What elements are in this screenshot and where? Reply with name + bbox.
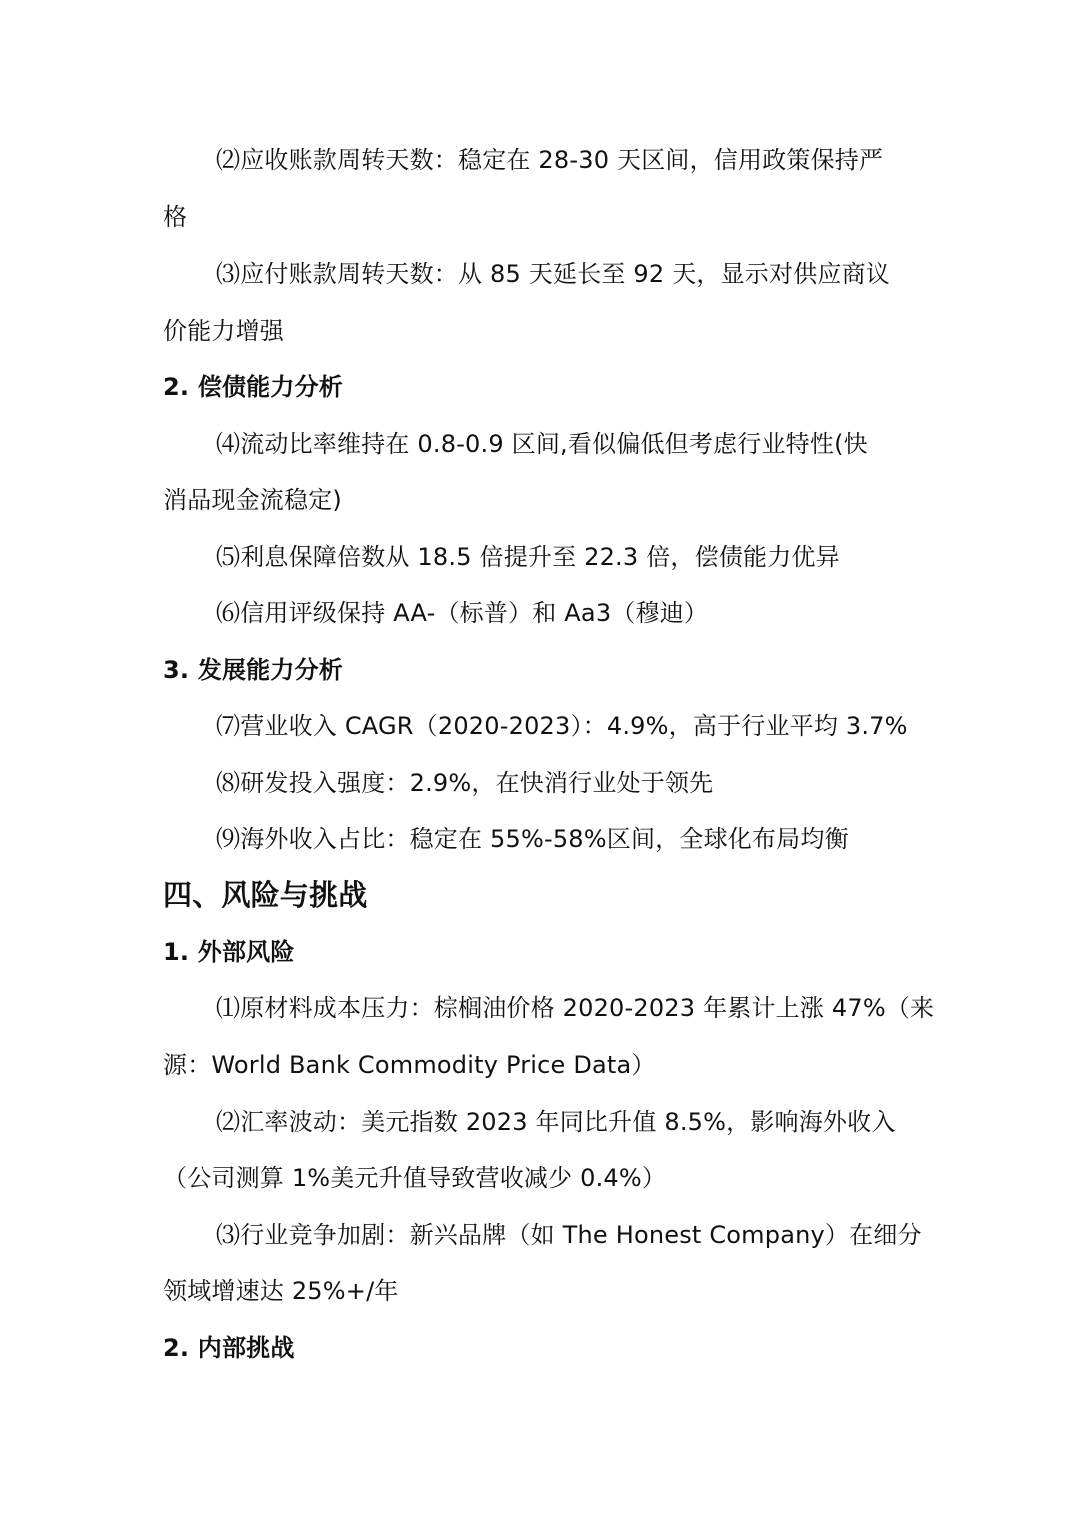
section-heading-internal-challenges: 2. 内部挑战 [163, 1334, 295, 1362]
chapter-heading-risks: 四、风险与挑战 [163, 878, 368, 912]
paragraph-payable-days: ⑶应付账款周转天数：从 85 天延长至 92 天，显示对供应商议 [216, 260, 890, 288]
paragraph-interest-coverage: ⑸利息保障倍数从 18.5 倍提升至 22.3 倍，偿债能力优异 [216, 543, 840, 571]
paragraph-current-ratio-cont: 消品现金流稳定) [163, 486, 342, 514]
paragraph-fx-volatility-cont: （公司测算 1%美元升值导致营收减少 0.4%） [163, 1164, 667, 1192]
section-heading-growth: 3. 发展能力分析 [163, 656, 343, 684]
section-heading-solvency: 2. 偿债能力分析 [163, 373, 343, 401]
paragraph-revenue-cagr: ⑺营业收入 CAGR（2020-2023）：4.9%，高于行业平均 3.7% [216, 712, 908, 740]
paragraph-competition-cont: 领域增速达 25%+/年 [163, 1277, 399, 1305]
section-heading-external-risks: 1. 外部风险 [163, 938, 295, 966]
paragraph-raw-material-cost-cont: 源：World Bank Commodity Price Data） [163, 1051, 656, 1079]
paragraph-rnd-intensity: ⑻研发投入强度：2.9%，在快消行业处于领先 [216, 769, 714, 797]
paragraph-overseas-revenue: ⑼海外收入占比：稳定在 55%-58%区间，全球化布局均衡 [216, 825, 849, 853]
paragraph-competition: ⑶行业竞争加剧：新兴品牌（如 The Honest Company）在细分 [216, 1221, 922, 1249]
paragraph-receivable-days-cont: 格 [163, 203, 188, 231]
paragraph-current-ratio: ⑷流动比率维持在 0.8-0.9 区间,看似偏低但考虑行业特性(快 [216, 430, 868, 458]
paragraph-fx-volatility: ⑵汇率波动：美元指数 2023 年同比升值 8.5%，影响海外收入 [216, 1108, 896, 1136]
paragraph-payable-days-cont: 价能力增强 [163, 317, 284, 345]
paragraph-raw-material-cost: ⑴原材料成本压力：棕榈油价格 2020-2023 年累计上涨 47%（来 [216, 994, 935, 1022]
paragraph-credit-rating: ⑹信用评级保持 AA-（标普）和 Aa3（穆迪） [216, 599, 709, 627]
paragraph-receivable-days: ⑵应收账款周转天数：稳定在 28-30 天区间，信用政策保持严 [216, 146, 884, 174]
